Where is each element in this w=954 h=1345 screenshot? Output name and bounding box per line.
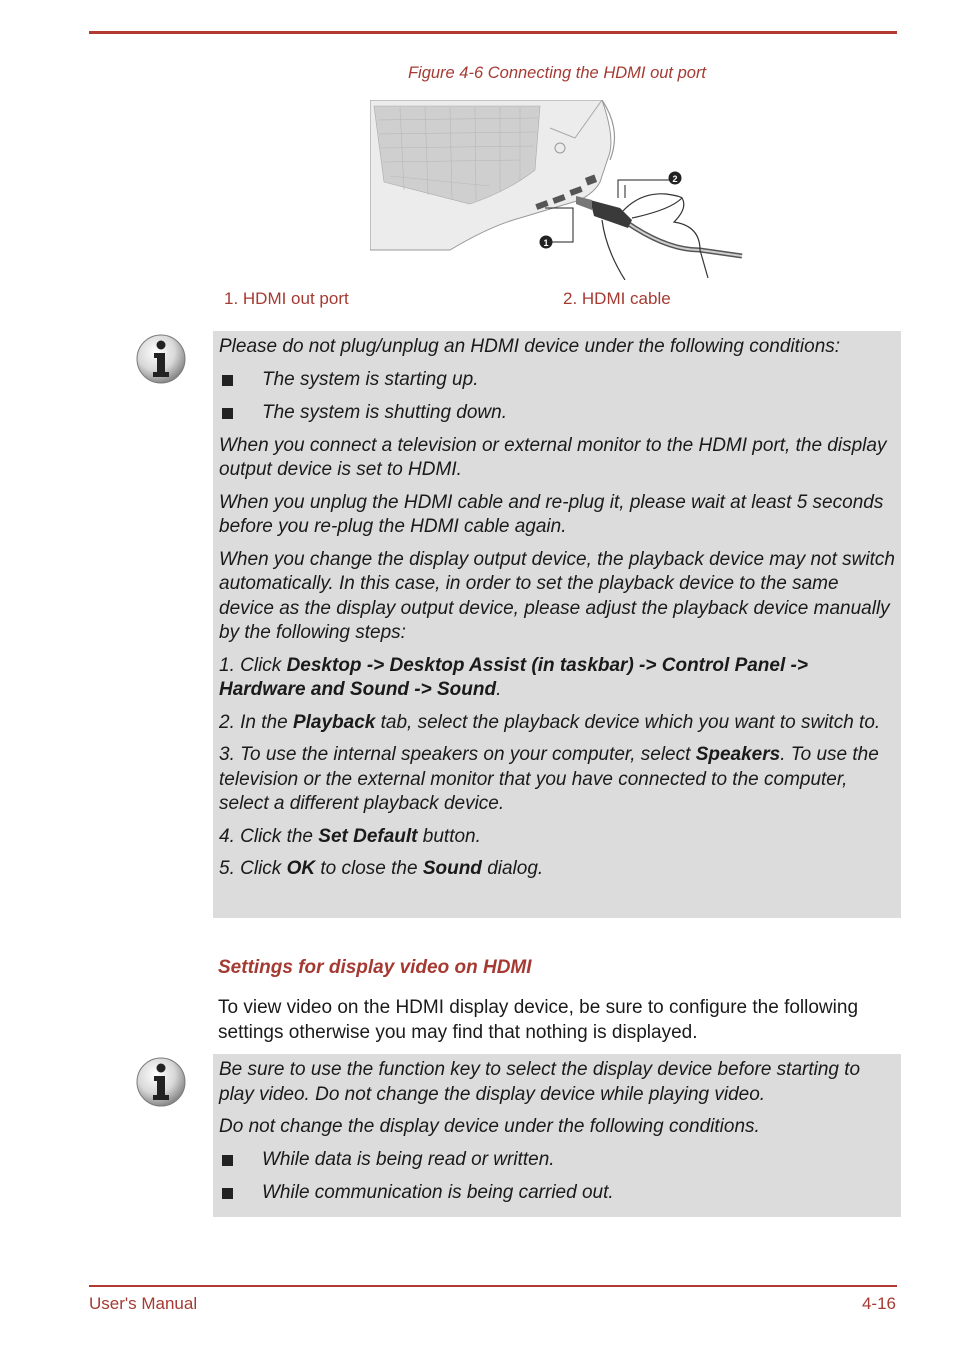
info-icon (134, 1055, 188, 1109)
callout-1-label: 1 (543, 238, 549, 248)
figure-caption: Figure 4-6 Connecting the HDMI out port (407, 64, 707, 82)
step-3: 3. To use the internal speakers on your computer, select Speakers. To use the television or the external monitor that you have connected to the computer, select a different playback device. (219, 744, 879, 814)
hdmi-cable (610, 210, 742, 256)
footer-rule (89, 1285, 897, 1287)
footer-title: User's Manual (89, 1294, 198, 1313)
note-paragraph: Be sure to use the function key to select the display device before starting to play video. Do not change the display device while playing video. (219, 1059, 861, 1105)
callout-2-label: 2 (672, 174, 678, 184)
list-item (219, 401, 895, 426)
note-paragraph: When you connect a television or external monitor to the HDMI port, the display output device is set to HDMI. (219, 434, 887, 480)
step-1: 1. Click Desktop -> Desktop Assist (in taskbar) -> Control Panel -> Hardware and Sound -> Sound. (219, 654, 808, 700)
bullet-square-icon (222, 1155, 233, 1166)
step-4: 4. Click the Set Default button. (219, 825, 481, 847)
hdmi-plug (590, 200, 632, 228)
section-body: To view video on the HDMI display device, be sure to configure the following settings otherwise you may find that nothing is displayed. (218, 997, 859, 1043)
note-paragraph: Do not change the display device under the following conditions. (219, 1116, 760, 1137)
note-paragraph: When you change the display output device, the playback device may not switch automatically. In this case, in order to set the playback device to the same device as the display output device, please adjust the playback device manually by the following steps: (219, 548, 895, 643)
bullet-text: The system is starting up. (262, 368, 479, 390)
hdmi-connection-figure (370, 100, 745, 280)
info-icon (134, 332, 188, 386)
bullet-square-icon (222, 375, 233, 386)
list-item (219, 1148, 895, 1173)
note-intro: Please do not plug/unplug an HDMI device under the following conditions: (219, 336, 841, 357)
note-box-hdmi-conditions (213, 331, 901, 918)
section-heading: Settings for display video on HDMI (218, 957, 532, 978)
note-box-video-settings (213, 1054, 901, 1217)
note-paragraph: When you unplug the HDMI cable and re-plug it, please wait at least 5 seconds before you re-plug the HDMI cable again. (219, 491, 884, 537)
header-rule (89, 31, 897, 34)
legend-item-1: 1. HDMI out port (224, 289, 349, 308)
list-item (219, 1181, 895, 1206)
bullet-square-icon (222, 1188, 233, 1199)
bullet-text: While data is being read or written. (262, 1148, 555, 1170)
legend-item-2: 2. HDMI cable (563, 289, 671, 308)
step-5: 5. Click OK to close the Sound dialog. (219, 858, 544, 879)
bullet-square-icon (222, 408, 233, 419)
bullet-text: The system is shutting down. (262, 401, 507, 423)
list-item (219, 368, 895, 393)
bullet-text: While communication is being carried out. (262, 1181, 614, 1203)
page-number: 4-16 (861, 1294, 896, 1313)
step-2: 2. In the Playback tab, select the playback device which you want to switch to. (219, 711, 881, 733)
